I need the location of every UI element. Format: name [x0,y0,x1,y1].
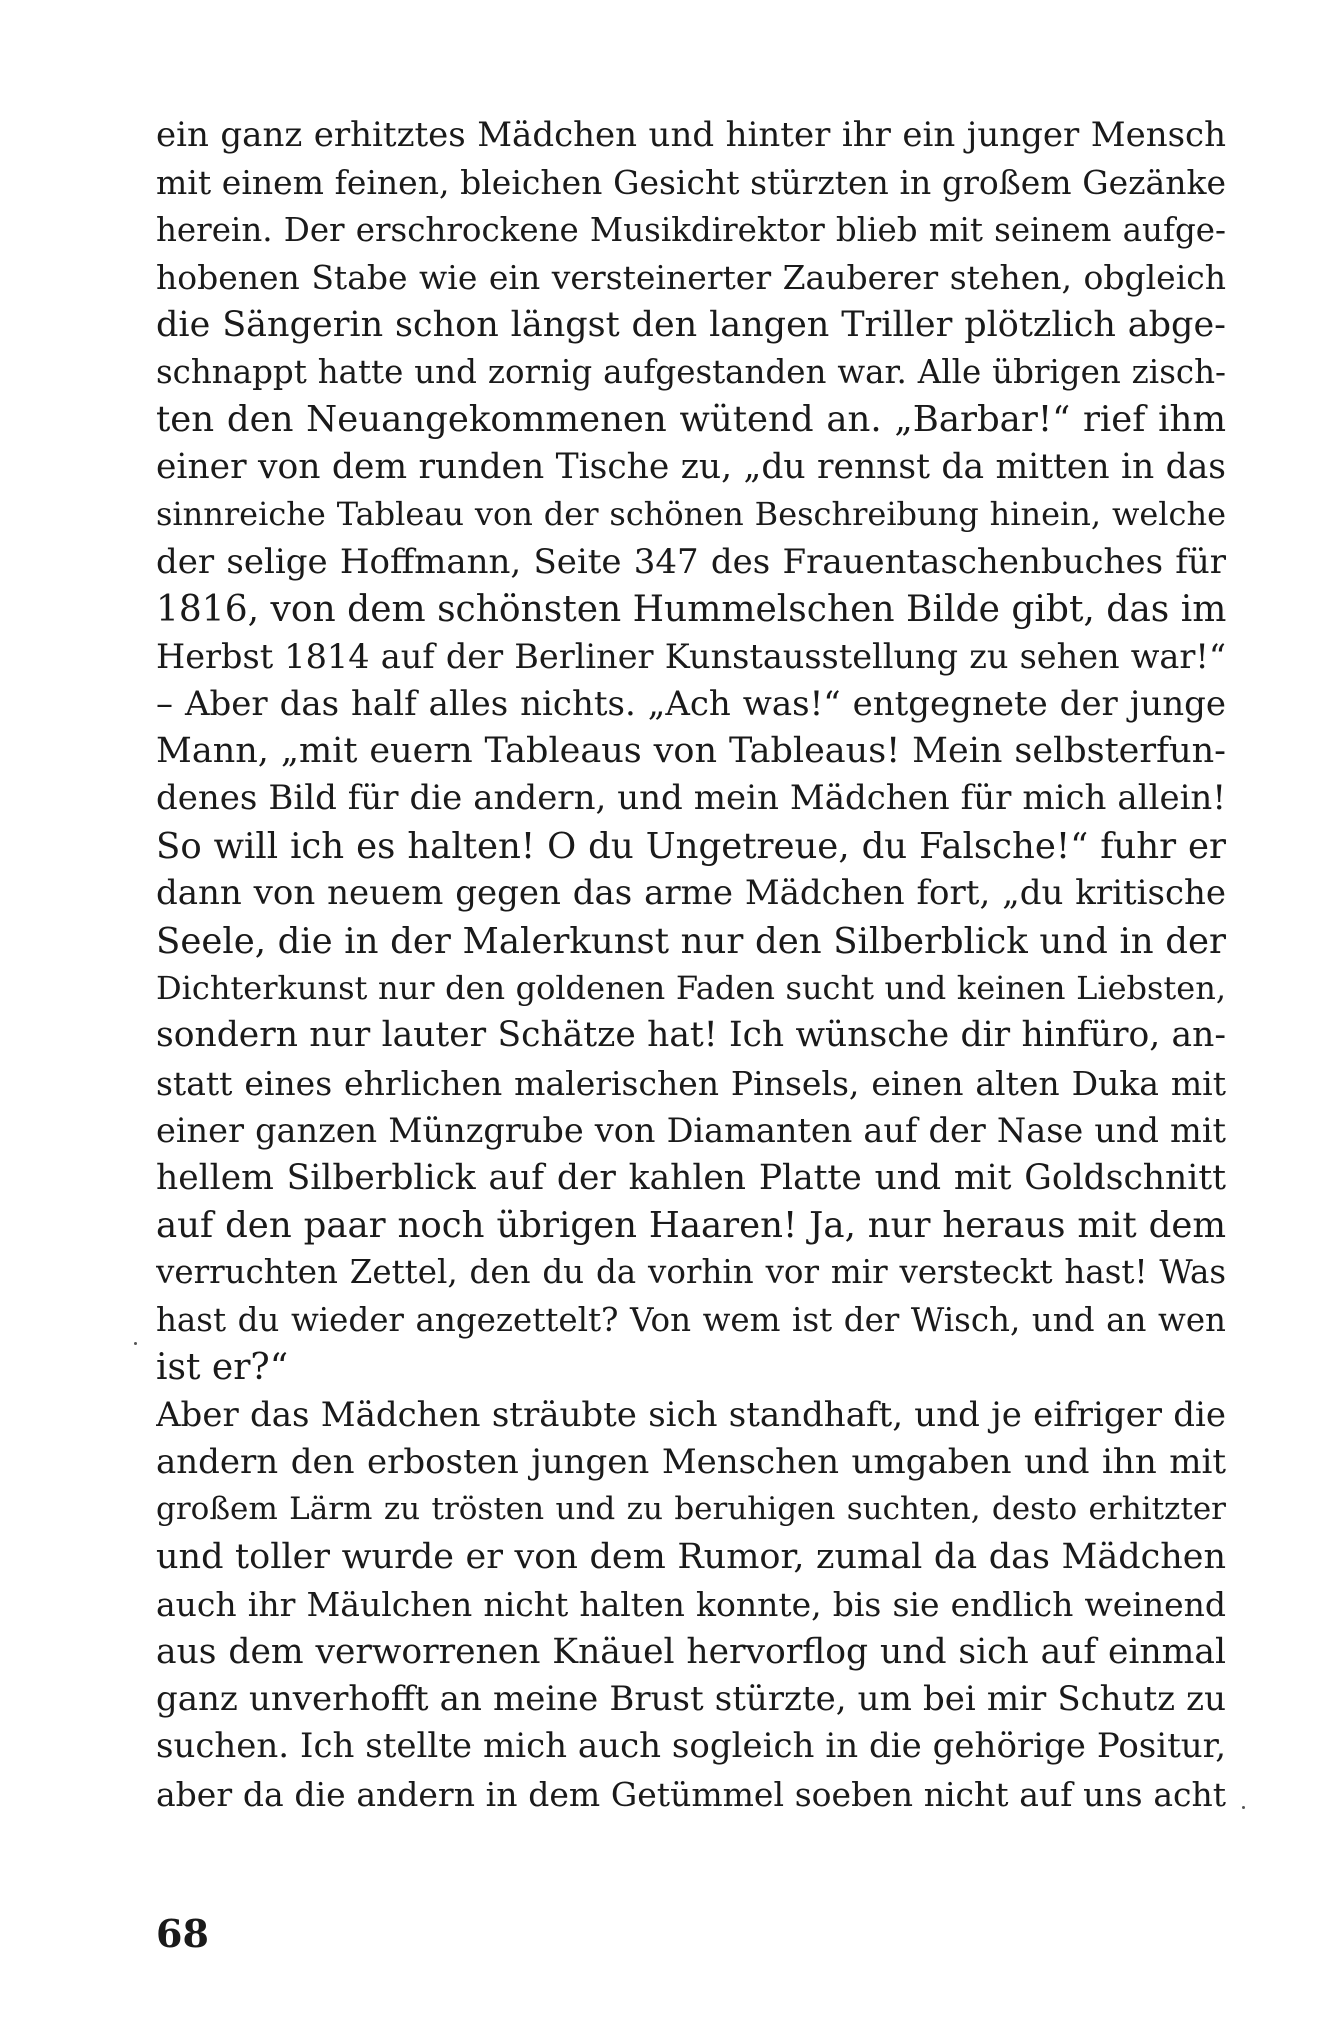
text-line: einer ganzen Münzgrube von Diamanten auf der Nase und mit [156,1111,1226,1151]
text-line: ten den Neuangekommenen wütend an. „Barbar!“ rief ihm [156,399,1226,441]
page-number: 68 [156,1911,209,1956]
text-line: andern den erbosten jungen Menschen umgaben und ihn mit [156,1441,1226,1482]
text-line: die Sängerin schon längst den langen Triller plötzlich abge- [156,304,1226,345]
text-line: und toller wurde er von dem Rumor, zumal da das Mädchen [156,1536,1226,1577]
text-line: Dichterkunst nur den goldenen Faden sucht und keinen Liebsten, [156,969,1226,1008]
text-line: hobenen Stabe wie ein versteinerter Zauberer stehen, obgleich [156,258,1226,298]
text-line: ein ganz erhitztes Mädchen und hinter ihr ein junger Mensch [156,115,1226,155]
text-line: 1816, von dem schönsten Hummelschen Bilde gibt, das im [156,588,1226,630]
text-line: aus dem verworrenen Knäuel hervorflog und sich auf einmal [156,1631,1226,1672]
text-line: – Aber das half alles nichts. „Ach was!“ entgegnete der junge [156,683,1226,724]
margin-speck [1242,1806,1245,1809]
text-line: auf den paar noch übrigen Haaren! Ja, nur heraus mit dem [156,1204,1226,1246]
margin-speck [134,1342,137,1345]
text-line: Herbst 1814 auf der Berliner Kunstausstellung zu sehen war!“ [156,637,1226,677]
text-line: sinnreiche Tableau von der schönen Beschreibung hinein, welche [156,495,1226,534]
text-line: suchen. Ich stellte mich auch sogleich in die gehörige Positur, [156,1726,1226,1767]
text-line: Mann, „mit euern Tableaus von Tableaus! Mein selbsterfun- [156,731,1226,772]
text-line: herein. Der erschrockene Musikdirektor blieb mit seinem aufge- [156,210,1226,249]
text-line: schnappt hatte und zornig aufgestanden war. Alle übrigen zisch- [156,352,1226,391]
text-line: Aber das Mädchen sträubte sich standhaft, und je eifriger die [156,1394,1226,1435]
text-line: aber da die andern in dem Getümmel soeben nicht auf uns acht [156,1774,1226,1814]
text-line: denes Bild für die andern, und mein Mädchen für mich allein! [156,778,1226,819]
text-line: hast du wieder angezettelt? Von wem ist der Wisch, und an wen [156,1300,1226,1339]
text-line: auch ihr Mäulchen nicht halten konnte, bis sie endlich weinend [156,1585,1226,1625]
text-line: ganz unverhofft an meine Brust stürzte, um bei mir Schutz zu [156,1678,1226,1719]
text-line: hellem Silberblick auf der kahlen Platte und mit Goldschnitt [156,1157,1226,1198]
text-line: Seele, die in der Malerkunst nur den Silberblick und in der [156,920,1226,962]
text-line: statt eines ehrlichen malerischen Pinsels, einen alten Duka mit [156,1063,1226,1103]
body-text [156,112,1226,1818]
text-line: sondern nur lauter Schätze hat! Ich wünsche dir hinfüro, an- [156,1015,1226,1056]
text-line: verruchten Zettel, den du da vorhin vor mir versteckt hast! Was [156,1253,1226,1292]
text-line: mit einem feinen, bleichen Gesicht stürzten in großem Gezänke [156,163,1226,203]
paragraph-end-line: ist er?“ [156,1347,289,1389]
text-line: dann von neuem gegen das arme Mädchen fort, „du kritische [156,873,1226,914]
text-line: So will ich es halten! O du Ungetreue, du Falsche!“ fuhr er [156,825,1226,867]
text-line: einer von dem runden Tische zu, „du rennst da mitten in das [156,446,1226,487]
text-line: der selige Hoffmann, Seite 347 des Frauentaschenbuches für [156,541,1226,582]
text-line: großem Lärm zu trösten und zu beruhigen suchten, desto erhitzter [156,1491,1226,1528]
